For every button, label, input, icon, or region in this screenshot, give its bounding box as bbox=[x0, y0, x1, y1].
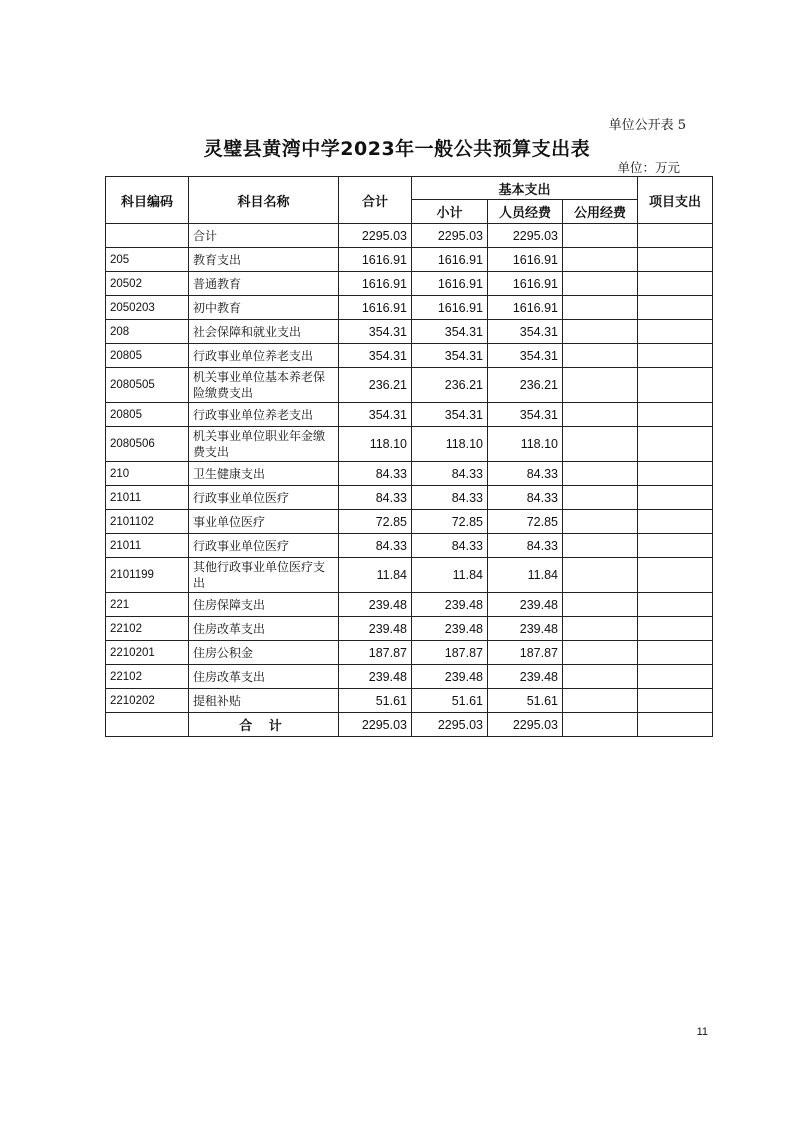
cell-name: 卫生健康支出 bbox=[189, 462, 339, 486]
cell-public bbox=[563, 368, 638, 403]
table-row bbox=[106, 617, 713, 641]
header-personnel: 人员经费 bbox=[488, 200, 563, 224]
cell-name: 其他行政事业单位医疗支出 bbox=[189, 558, 339, 593]
cell-personnel: 354.31 bbox=[488, 344, 563, 368]
header-total: 合计 bbox=[339, 177, 412, 224]
footer-personnel: 2295.03 bbox=[488, 713, 563, 737]
cell-name: 行政事业单位养老支出 bbox=[189, 344, 339, 368]
cell-name: 初中教育 bbox=[189, 296, 339, 320]
page-number: 11 bbox=[696, 1026, 708, 1038]
cell-name: 提租补贴 bbox=[189, 689, 339, 713]
table-row bbox=[106, 510, 713, 534]
cell-public bbox=[563, 403, 638, 427]
cell-total: 84.33 bbox=[339, 534, 412, 558]
cell-total: 354.31 bbox=[339, 320, 412, 344]
footer-code bbox=[106, 713, 189, 737]
table-row bbox=[106, 368, 713, 403]
cell-code: 22102 bbox=[106, 617, 189, 641]
footer-subtotal: 2295.03 bbox=[412, 713, 488, 737]
cell-public bbox=[563, 462, 638, 486]
cell-code: 20805 bbox=[106, 344, 189, 368]
cell-public bbox=[563, 272, 638, 296]
cell-public bbox=[563, 510, 638, 534]
cell-name: 住房改革支出 bbox=[189, 617, 339, 641]
page-title: 灵璧县黄湾中学2023年一般公共预算支出表 bbox=[203, 138, 591, 160]
cell-code: 205 bbox=[106, 248, 189, 272]
footer-total: 2295.03 bbox=[339, 713, 412, 737]
cell-code: 21011 bbox=[106, 534, 189, 558]
cell-project bbox=[638, 689, 713, 713]
cell-total: 239.48 bbox=[339, 593, 412, 617]
cell-subtotal: 84.33 bbox=[412, 534, 488, 558]
cell-code: 2210201 bbox=[106, 641, 189, 665]
cell-personnel: 2295.03 bbox=[488, 224, 563, 248]
cell-subtotal: 84.33 bbox=[412, 486, 488, 510]
budget-table bbox=[105, 176, 713, 737]
cell-project bbox=[638, 427, 713, 462]
header-name: 科目名称 bbox=[189, 177, 339, 224]
cell-personnel: 239.48 bbox=[488, 617, 563, 641]
cell-code: 22102 bbox=[106, 665, 189, 689]
cell-total: 118.10 bbox=[339, 427, 412, 462]
cell-subtotal: 239.48 bbox=[412, 593, 488, 617]
cell-subtotal: 51.61 bbox=[412, 689, 488, 713]
cell-name: 普通教育 bbox=[189, 272, 339, 296]
cell-name: 教育支出 bbox=[189, 248, 339, 272]
table-row bbox=[106, 462, 713, 486]
cell-code: 2080506 bbox=[106, 427, 189, 462]
cell-subtotal: 354.31 bbox=[412, 403, 488, 427]
cell-personnel: 354.31 bbox=[488, 320, 563, 344]
table-row bbox=[106, 558, 713, 593]
cell-public bbox=[563, 689, 638, 713]
cell-personnel: 1616.91 bbox=[488, 248, 563, 272]
table-row bbox=[106, 296, 713, 320]
cell-project bbox=[638, 617, 713, 641]
header-subtotal: 小计 bbox=[412, 200, 488, 224]
form-reference: 单位公开表 5 bbox=[608, 118, 686, 133]
cell-total: 239.48 bbox=[339, 665, 412, 689]
cell-subtotal: 354.31 bbox=[412, 344, 488, 368]
cell-code: 2101102 bbox=[106, 510, 189, 534]
cell-subtotal: 1616.91 bbox=[412, 296, 488, 320]
cell-total: 1616.91 bbox=[339, 296, 412, 320]
cell-project bbox=[638, 368, 713, 403]
cell-total: 2295.03 bbox=[339, 224, 412, 248]
footer-public bbox=[563, 713, 638, 737]
cell-personnel: 239.48 bbox=[488, 593, 563, 617]
table-row bbox=[106, 486, 713, 510]
cell-project bbox=[638, 248, 713, 272]
cell-personnel: 236.21 bbox=[488, 368, 563, 403]
cell-project bbox=[638, 558, 713, 593]
cell-total: 1616.91 bbox=[339, 272, 412, 296]
cell-code: 221 bbox=[106, 593, 189, 617]
cell-project bbox=[638, 462, 713, 486]
cell-personnel: 84.33 bbox=[488, 486, 563, 510]
table-row bbox=[106, 427, 713, 462]
cell-name: 住房保障支出 bbox=[189, 593, 339, 617]
cell-subtotal: 236.21 bbox=[412, 368, 488, 403]
cell-name: 住房改革支出 bbox=[189, 665, 339, 689]
cell-project bbox=[638, 534, 713, 558]
cell-project bbox=[638, 665, 713, 689]
cell-code bbox=[106, 224, 189, 248]
cell-total: 354.31 bbox=[339, 403, 412, 427]
cell-public bbox=[563, 486, 638, 510]
cell-total: 84.33 bbox=[339, 462, 412, 486]
cell-subtotal: 187.87 bbox=[412, 641, 488, 665]
cell-name: 行政事业单位医疗 bbox=[189, 486, 339, 510]
cell-subtotal: 11.84 bbox=[412, 558, 488, 593]
cell-public bbox=[563, 224, 638, 248]
cell-subtotal: 1616.91 bbox=[412, 272, 488, 296]
cell-public bbox=[563, 558, 638, 593]
table-row bbox=[106, 224, 713, 248]
cell-public bbox=[563, 665, 638, 689]
cell-project bbox=[638, 641, 713, 665]
table-row bbox=[106, 344, 713, 368]
cell-name: 住房公积金 bbox=[189, 641, 339, 665]
cell-subtotal: 84.33 bbox=[412, 462, 488, 486]
cell-name: 合计 bbox=[189, 224, 339, 248]
cell-project bbox=[638, 224, 713, 248]
cell-personnel: 187.87 bbox=[488, 641, 563, 665]
table-row bbox=[106, 641, 713, 665]
cell-project bbox=[638, 510, 713, 534]
cell-project bbox=[638, 344, 713, 368]
cell-code: 2210202 bbox=[106, 689, 189, 713]
header-basic: 基本支出 bbox=[412, 177, 638, 200]
cell-personnel: 72.85 bbox=[488, 510, 563, 534]
table-row bbox=[106, 689, 713, 713]
cell-public bbox=[563, 617, 638, 641]
cell-project bbox=[638, 486, 713, 510]
cell-public bbox=[563, 593, 638, 617]
cell-subtotal: 1616.91 bbox=[412, 248, 488, 272]
cell-code: 2101199 bbox=[106, 558, 189, 593]
cell-personnel: 84.33 bbox=[488, 534, 563, 558]
cell-code: 210 bbox=[106, 462, 189, 486]
cell-total: 72.85 bbox=[339, 510, 412, 534]
cell-name: 行政事业单位养老支出 bbox=[189, 403, 339, 427]
cell-subtotal: 118.10 bbox=[412, 427, 488, 462]
cell-name: 行政事业单位医疗 bbox=[189, 534, 339, 558]
table-row bbox=[106, 403, 713, 427]
table-row bbox=[106, 593, 713, 617]
cell-total: 236.21 bbox=[339, 368, 412, 403]
cell-public bbox=[563, 534, 638, 558]
cell-code: 2050203 bbox=[106, 296, 189, 320]
cell-public bbox=[563, 320, 638, 344]
table-row bbox=[106, 248, 713, 272]
cell-total: 51.61 bbox=[339, 689, 412, 713]
cell-code: 20805 bbox=[106, 403, 189, 427]
table-row bbox=[106, 272, 713, 296]
cell-personnel: 51.61 bbox=[488, 689, 563, 713]
cell-subtotal: 239.48 bbox=[412, 665, 488, 689]
table-row bbox=[106, 665, 713, 689]
cell-code: 21011 bbox=[106, 486, 189, 510]
header-public: 公用经费 bbox=[563, 200, 638, 224]
cell-project bbox=[638, 296, 713, 320]
cell-total: 11.84 bbox=[339, 558, 412, 593]
cell-project bbox=[638, 272, 713, 296]
cell-name: 事业单位医疗 bbox=[189, 510, 339, 534]
cell-personnel: 239.48 bbox=[488, 665, 563, 689]
cell-personnel: 1616.91 bbox=[488, 296, 563, 320]
cell-personnel: 354.31 bbox=[488, 403, 563, 427]
cell-subtotal: 72.85 bbox=[412, 510, 488, 534]
cell-personnel: 118.10 bbox=[488, 427, 563, 462]
table-body bbox=[106, 224, 713, 713]
cell-code: 2080505 bbox=[106, 368, 189, 403]
cell-personnel: 84.33 bbox=[488, 462, 563, 486]
header-code: 科目编码 bbox=[106, 177, 189, 224]
unit-label: 单位：万元 bbox=[617, 160, 680, 175]
cell-personnel: 11.84 bbox=[488, 558, 563, 593]
cell-public bbox=[563, 296, 638, 320]
table-row bbox=[106, 534, 713, 558]
cell-code: 208 bbox=[106, 320, 189, 344]
cell-public bbox=[563, 344, 638, 368]
cell-total: 84.33 bbox=[339, 486, 412, 510]
cell-total: 187.87 bbox=[339, 641, 412, 665]
cell-name: 机关事业单位基本养老保险缴费支出 bbox=[189, 368, 339, 403]
cell-project bbox=[638, 320, 713, 344]
cell-total: 354.31 bbox=[339, 344, 412, 368]
cell-personnel: 1616.91 bbox=[488, 272, 563, 296]
cell-total: 1616.91 bbox=[339, 248, 412, 272]
footer-project bbox=[638, 713, 713, 737]
cell-project bbox=[638, 403, 713, 427]
cell-subtotal: 2295.03 bbox=[412, 224, 488, 248]
cell-subtotal: 239.48 bbox=[412, 617, 488, 641]
cell-project bbox=[638, 593, 713, 617]
cell-name: 机关事业单位职业年金缴费支出 bbox=[189, 427, 339, 462]
cell-public bbox=[563, 427, 638, 462]
cell-name: 社会保障和就业支出 bbox=[189, 320, 339, 344]
cell-public bbox=[563, 248, 638, 272]
footer-label: 合 计 bbox=[189, 713, 339, 737]
cell-subtotal: 354.31 bbox=[412, 320, 488, 344]
cell-total: 239.48 bbox=[339, 617, 412, 641]
cell-public bbox=[563, 641, 638, 665]
table-row bbox=[106, 320, 713, 344]
cell-code: 20502 bbox=[106, 272, 189, 296]
header-project: 项目支出 bbox=[638, 177, 713, 224]
